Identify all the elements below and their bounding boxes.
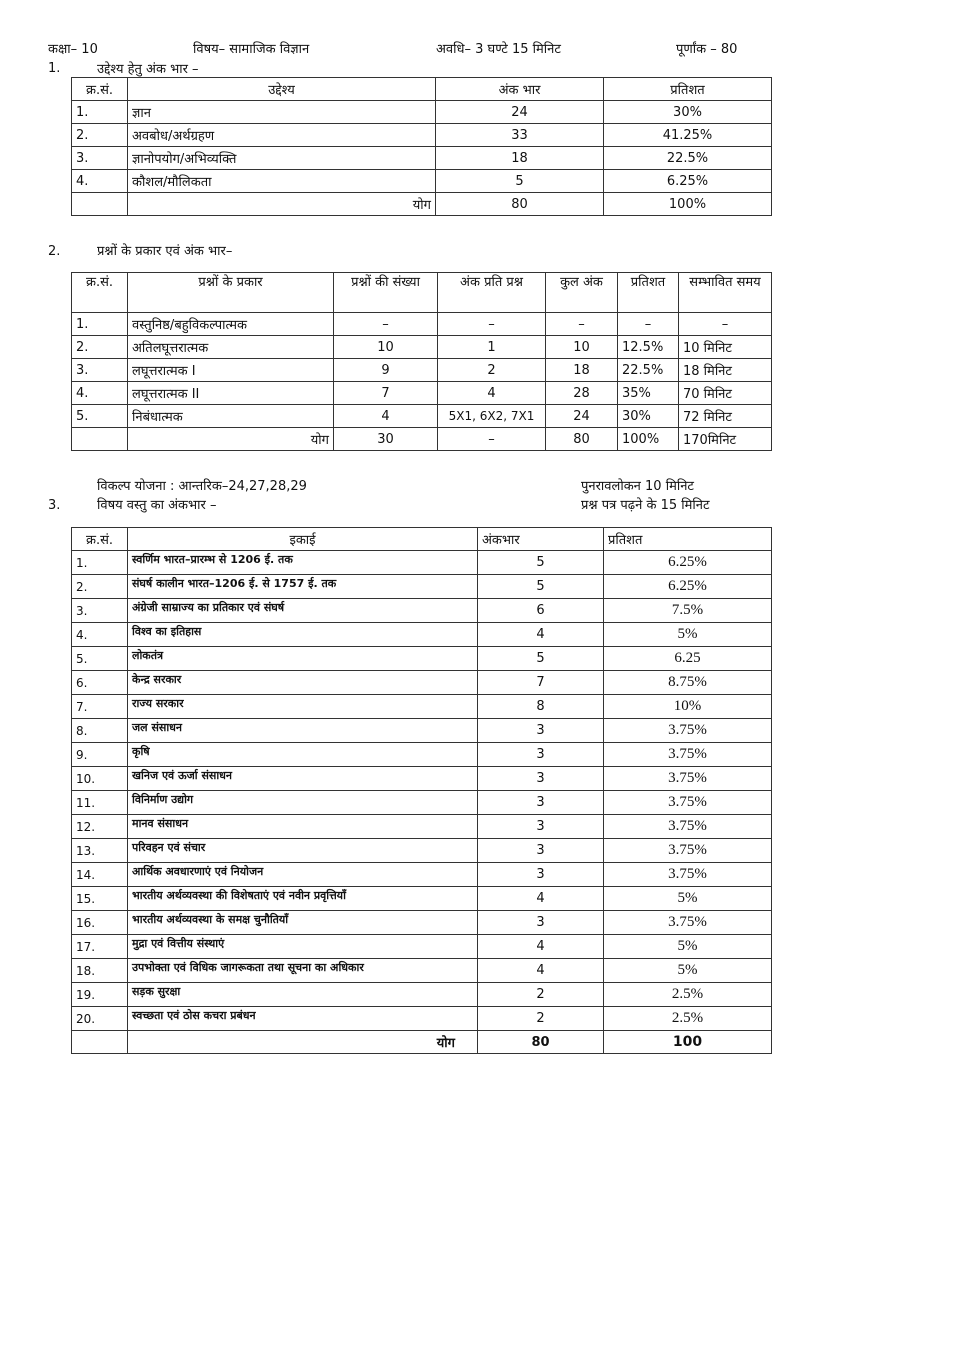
col-header-marks: अंकभार bbox=[478, 528, 604, 551]
section1-title: उद्देश्य हेतु अंक भार – bbox=[97, 62, 199, 77]
row-percent: 22.5% bbox=[618, 359, 679, 382]
row-marks: 2 bbox=[478, 1007, 604, 1031]
row-percent: 6.25 bbox=[604, 647, 772, 671]
col-header-total-marks: कुल अंक bbox=[546, 273, 618, 313]
total-marks: 80 bbox=[478, 1031, 604, 1054]
row-percent: 3.75% bbox=[604, 863, 772, 887]
table-row bbox=[72, 551, 772, 575]
table-row bbox=[72, 671, 772, 695]
row-percent: 3.75% bbox=[604, 767, 772, 791]
total-marks: 80 bbox=[546, 428, 618, 451]
row-percent: 22.5% bbox=[604, 147, 772, 170]
row-percent: 30% bbox=[618, 405, 679, 428]
row-marks: 3 bbox=[478, 815, 604, 839]
row-sn: 2. bbox=[72, 575, 128, 599]
table-row bbox=[72, 911, 772, 935]
total-empty-cell bbox=[72, 428, 128, 451]
row-sn: 1. bbox=[72, 313, 128, 336]
row-marks: 3 bbox=[478, 743, 604, 767]
row-percent: 12.5% bbox=[618, 336, 679, 359]
row-unit: कृषि bbox=[128, 743, 478, 767]
table-row bbox=[72, 695, 772, 719]
col-header-sn: क्र.सं. bbox=[72, 273, 128, 313]
row-marks: 4 bbox=[478, 887, 604, 911]
row-sn: 13. bbox=[72, 839, 128, 863]
row-sn: 3. bbox=[72, 599, 128, 623]
option-plan-note: विकल्प योजना : आन्तरिक–24,27,28,29 bbox=[97, 479, 307, 494]
total-row bbox=[72, 428, 772, 451]
section1-number: 1. bbox=[48, 61, 61, 76]
row-percent: 3.75% bbox=[604, 719, 772, 743]
row-percent: 2.5% bbox=[604, 1007, 772, 1031]
row-unit: मानव संसाधन bbox=[128, 815, 478, 839]
row-unit: भारतीय अर्थव्यवस्था के समक्ष चुनौतियाँ bbox=[128, 911, 478, 935]
row-time: 70 मिनिट bbox=[679, 382, 772, 405]
row-count: 9 bbox=[334, 359, 438, 382]
table-header-row bbox=[72, 273, 772, 313]
row-marks: 4 bbox=[478, 959, 604, 983]
row-unit: अंग्रेजी साम्राज्य का प्रतिकार एवं संघर्ष bbox=[128, 599, 478, 623]
row-sn: 1. bbox=[72, 101, 128, 124]
row-percent: 2.5% bbox=[604, 983, 772, 1007]
row-percent: 35% bbox=[618, 382, 679, 405]
row-percent: 41.25% bbox=[604, 124, 772, 147]
table-row bbox=[72, 1007, 772, 1031]
row-percent: 8.75% bbox=[604, 671, 772, 695]
row-sn: 3. bbox=[72, 147, 128, 170]
row-percent: 5% bbox=[604, 623, 772, 647]
row-count: – bbox=[334, 313, 438, 336]
row-percent: 7.5% bbox=[604, 599, 772, 623]
table-row bbox=[72, 359, 772, 382]
row-marks: 6 bbox=[478, 599, 604, 623]
table-row bbox=[72, 647, 772, 671]
row-unit: विनिर्माण उद्योग bbox=[128, 791, 478, 815]
class-label: कक्षा– 10 bbox=[48, 42, 98, 57]
row-sn: 20. bbox=[72, 1007, 128, 1031]
row-unit: जल संसाधन bbox=[128, 719, 478, 743]
row-unit: खनिज एवं ऊर्जा संसाधन bbox=[128, 767, 478, 791]
row-percent: 3.75% bbox=[604, 743, 772, 767]
row-sn: 3. bbox=[72, 359, 128, 382]
row-marks: 3 bbox=[478, 791, 604, 815]
col-header-percent: प्रतिशत bbox=[604, 78, 772, 101]
table-row bbox=[72, 405, 772, 428]
row-unit: स्वर्णिम भारत–प्रारम्भ से 1206 ई. तक bbox=[128, 551, 478, 575]
total-per-question: – bbox=[438, 428, 546, 451]
row-marks: 5 bbox=[478, 647, 604, 671]
subject-label: विषय– सामाजिक विज्ञान bbox=[193, 42, 310, 57]
row-type: लघूत्तरात्मक I bbox=[128, 359, 334, 382]
table-row bbox=[72, 313, 772, 336]
row-sn: 18. bbox=[72, 959, 128, 983]
col-header-percent: प्रतिशत bbox=[604, 528, 772, 551]
table-row bbox=[72, 767, 772, 791]
row-per-question: 2 bbox=[438, 359, 546, 382]
table-header-row bbox=[72, 528, 772, 551]
row-percent: 5% bbox=[604, 935, 772, 959]
section3-title: विषय वस्तु का अंकभार – bbox=[97, 498, 217, 513]
col-header-sn: क्र.सं. bbox=[72, 78, 128, 101]
total-empty-cell bbox=[72, 1031, 128, 1054]
row-sn: 1. bbox=[72, 551, 128, 575]
row-count: 7 bbox=[334, 382, 438, 405]
row-type: लघूत्तरात्मक II bbox=[128, 382, 334, 405]
row-marks: 18 bbox=[436, 147, 604, 170]
row-percent: 3.75% bbox=[604, 791, 772, 815]
row-sn: 4. bbox=[72, 623, 128, 647]
reading-time-note: प्रश्न पत्र पढ़ने के 15 मिनिट bbox=[581, 498, 710, 513]
table-row bbox=[72, 170, 772, 193]
table-header-row bbox=[72, 78, 772, 101]
row-objective: अवबोध/अर्थग्रहण bbox=[128, 124, 436, 147]
row-count: 10 bbox=[334, 336, 438, 359]
row-percent: 30% bbox=[604, 101, 772, 124]
row-marks: 3 bbox=[478, 767, 604, 791]
duration-label: अवधि– 3 घण्टे 15 मिनिट bbox=[436, 42, 561, 57]
total-row bbox=[72, 1031, 772, 1054]
total-percent: 100% bbox=[604, 193, 772, 216]
row-unit: सड़क सुरक्षा bbox=[128, 983, 478, 1007]
total-percent: 100 bbox=[604, 1031, 772, 1054]
row-marks: 2 bbox=[478, 983, 604, 1007]
row-unit: स्वच्छता एवं ठोस कचरा प्रबंधन bbox=[128, 1007, 478, 1031]
row-marks: 3 bbox=[478, 911, 604, 935]
row-marks: 5 bbox=[478, 575, 604, 599]
table-row bbox=[72, 863, 772, 887]
row-type: वस्तुनिष्ठ/बहुविकल्पात्मक bbox=[128, 313, 334, 336]
row-total-marks: 24 bbox=[546, 405, 618, 428]
total-marks: 80 bbox=[436, 193, 604, 216]
col-header-count: प्रश्नों की संख्या bbox=[334, 273, 438, 313]
row-time: – bbox=[679, 313, 772, 336]
row-sn: 8. bbox=[72, 719, 128, 743]
row-sn: 10. bbox=[72, 767, 128, 791]
row-sn: 2. bbox=[72, 336, 128, 359]
total-percent: 100% bbox=[618, 428, 679, 451]
row-unit: परिवहन एवं संचार bbox=[128, 839, 478, 863]
table-row bbox=[72, 382, 772, 405]
row-marks: 4 bbox=[478, 623, 604, 647]
row-marks: 7 bbox=[478, 671, 604, 695]
col-header-unit: इकाई bbox=[128, 528, 478, 551]
row-total-marks: 28 bbox=[546, 382, 618, 405]
row-unit: लोकतंत्र bbox=[128, 647, 478, 671]
row-percent: 10% bbox=[604, 695, 772, 719]
row-total-marks: 18 bbox=[546, 359, 618, 382]
col-header-per-question: अंक प्रति प्रश्न bbox=[438, 273, 546, 313]
row-sn: 5. bbox=[72, 647, 128, 671]
row-percent: 3.75% bbox=[604, 839, 772, 863]
row-sn: 9. bbox=[72, 743, 128, 767]
row-per-question: 4 bbox=[438, 382, 546, 405]
row-sn: 19. bbox=[72, 983, 128, 1007]
row-total-marks: 10 bbox=[546, 336, 618, 359]
table-row bbox=[72, 147, 772, 170]
review-time-note: पुनरावलोकन 10 मिनिट bbox=[581, 479, 694, 494]
row-objective: ज्ञानोपयोग/अभिव्यक्ति bbox=[128, 147, 436, 170]
row-marks: 5 bbox=[436, 170, 604, 193]
table-row bbox=[72, 124, 772, 147]
row-sn: 7. bbox=[72, 695, 128, 719]
row-unit: राज्य सरकार bbox=[128, 695, 478, 719]
table-row bbox=[72, 959, 772, 983]
row-type: निबंधात्मक bbox=[128, 405, 334, 428]
col-header-objective: उद्देश्य bbox=[128, 78, 436, 101]
row-percent: – bbox=[618, 313, 679, 336]
row-time: 72 मिनिट bbox=[679, 405, 772, 428]
question-type-table bbox=[71, 272, 772, 451]
row-marks: 24 bbox=[436, 101, 604, 124]
total-label: योग bbox=[128, 428, 334, 451]
row-sn: 5. bbox=[72, 405, 128, 428]
row-per-question: – bbox=[438, 313, 546, 336]
row-sn: 12. bbox=[72, 815, 128, 839]
row-total-marks: – bbox=[546, 313, 618, 336]
row-percent: 5% bbox=[604, 887, 772, 911]
row-percent: 6.25% bbox=[604, 575, 772, 599]
col-header-percent: प्रतिशत bbox=[618, 273, 679, 313]
row-count: 4 bbox=[334, 405, 438, 428]
total-empty-cell bbox=[72, 193, 128, 216]
row-sn: 14. bbox=[72, 863, 128, 887]
table-row bbox=[72, 719, 772, 743]
full-marks-label: पूर्णांक – 80 bbox=[676, 42, 738, 57]
section2-title: प्रश्नों के प्रकार एवं अंक भार– bbox=[97, 244, 233, 259]
row-marks: 3 bbox=[478, 863, 604, 887]
total-label: योग bbox=[128, 193, 436, 216]
total-row bbox=[72, 193, 772, 216]
row-percent: 6.25% bbox=[604, 170, 772, 193]
section2-number: 2. bbox=[48, 244, 61, 259]
row-unit: आर्थिक अवधारणाएं एवं नियोजन bbox=[128, 863, 478, 887]
row-type: अतिलघूत्तरात्मक bbox=[128, 336, 334, 359]
row-sn: 11. bbox=[72, 791, 128, 815]
table-row bbox=[72, 575, 772, 599]
col-header-sn: क्र.सं. bbox=[72, 528, 128, 551]
total-label: योग bbox=[128, 1031, 478, 1054]
content-weight-table bbox=[71, 527, 772, 1054]
row-unit: विश्व का इतिहास bbox=[128, 623, 478, 647]
row-percent: 6.25% bbox=[604, 551, 772, 575]
col-header-time: सम्भावित समय bbox=[679, 273, 772, 313]
table-row bbox=[72, 935, 772, 959]
table-row bbox=[72, 983, 772, 1007]
row-marks: 33 bbox=[436, 124, 604, 147]
table-row bbox=[72, 336, 772, 359]
table-row bbox=[72, 599, 772, 623]
row-sn: 6. bbox=[72, 671, 128, 695]
table-row bbox=[72, 743, 772, 767]
row-sn: 17. bbox=[72, 935, 128, 959]
row-objective: कौशल/मौलिकता bbox=[128, 170, 436, 193]
row-unit: उपभोक्ता एवं विधिक जागरूकता तथा सूचना का अधिकार bbox=[128, 959, 478, 983]
row-marks: 8 bbox=[478, 695, 604, 719]
row-percent: 3.75% bbox=[604, 911, 772, 935]
row-unit: भारतीय अर्थव्यवस्था की विशेषताएं एवं नवीन प्रवृत्तियाँ bbox=[128, 887, 478, 911]
row-sn: 15. bbox=[72, 887, 128, 911]
total-count: 30 bbox=[334, 428, 438, 451]
total-time: 170मिनिट bbox=[679, 428, 772, 451]
table-row bbox=[72, 101, 772, 124]
section3-number: 3. bbox=[48, 498, 61, 513]
row-unit: मुद्रा एवं वित्तीय संस्थाएं bbox=[128, 935, 478, 959]
row-marks: 3 bbox=[478, 719, 604, 743]
row-sn: 16. bbox=[72, 911, 128, 935]
row-marks: 5 bbox=[478, 551, 604, 575]
row-sn: 4. bbox=[72, 382, 128, 405]
table-row bbox=[72, 791, 772, 815]
table-row bbox=[72, 887, 772, 911]
row-unit: संघर्ष कालीन भारत–1206 ई. से 1757 ई. तक bbox=[128, 575, 478, 599]
row-sn: 2. bbox=[72, 124, 128, 147]
row-unit: केन्द्र सरकार bbox=[128, 671, 478, 695]
row-marks: 4 bbox=[478, 935, 604, 959]
col-header-type: प्रश्नों के प्रकार bbox=[128, 273, 334, 313]
row-per-question: 5X1, 6X2, 7X1 bbox=[438, 405, 546, 428]
objective-weight-table bbox=[71, 77, 772, 216]
table-row bbox=[72, 815, 772, 839]
col-header-marks: अंक भार bbox=[436, 78, 604, 101]
row-objective: ज्ञान bbox=[128, 101, 436, 124]
row-percent: 3.75% bbox=[604, 815, 772, 839]
table-row bbox=[72, 623, 772, 647]
row-per-question: 1 bbox=[438, 336, 546, 359]
table-row bbox=[72, 839, 772, 863]
row-time: 18 मिनिट bbox=[679, 359, 772, 382]
row-marks: 3 bbox=[478, 839, 604, 863]
row-sn: 4. bbox=[72, 170, 128, 193]
row-time: 10 मिनिट bbox=[679, 336, 772, 359]
row-percent: 5% bbox=[604, 959, 772, 983]
